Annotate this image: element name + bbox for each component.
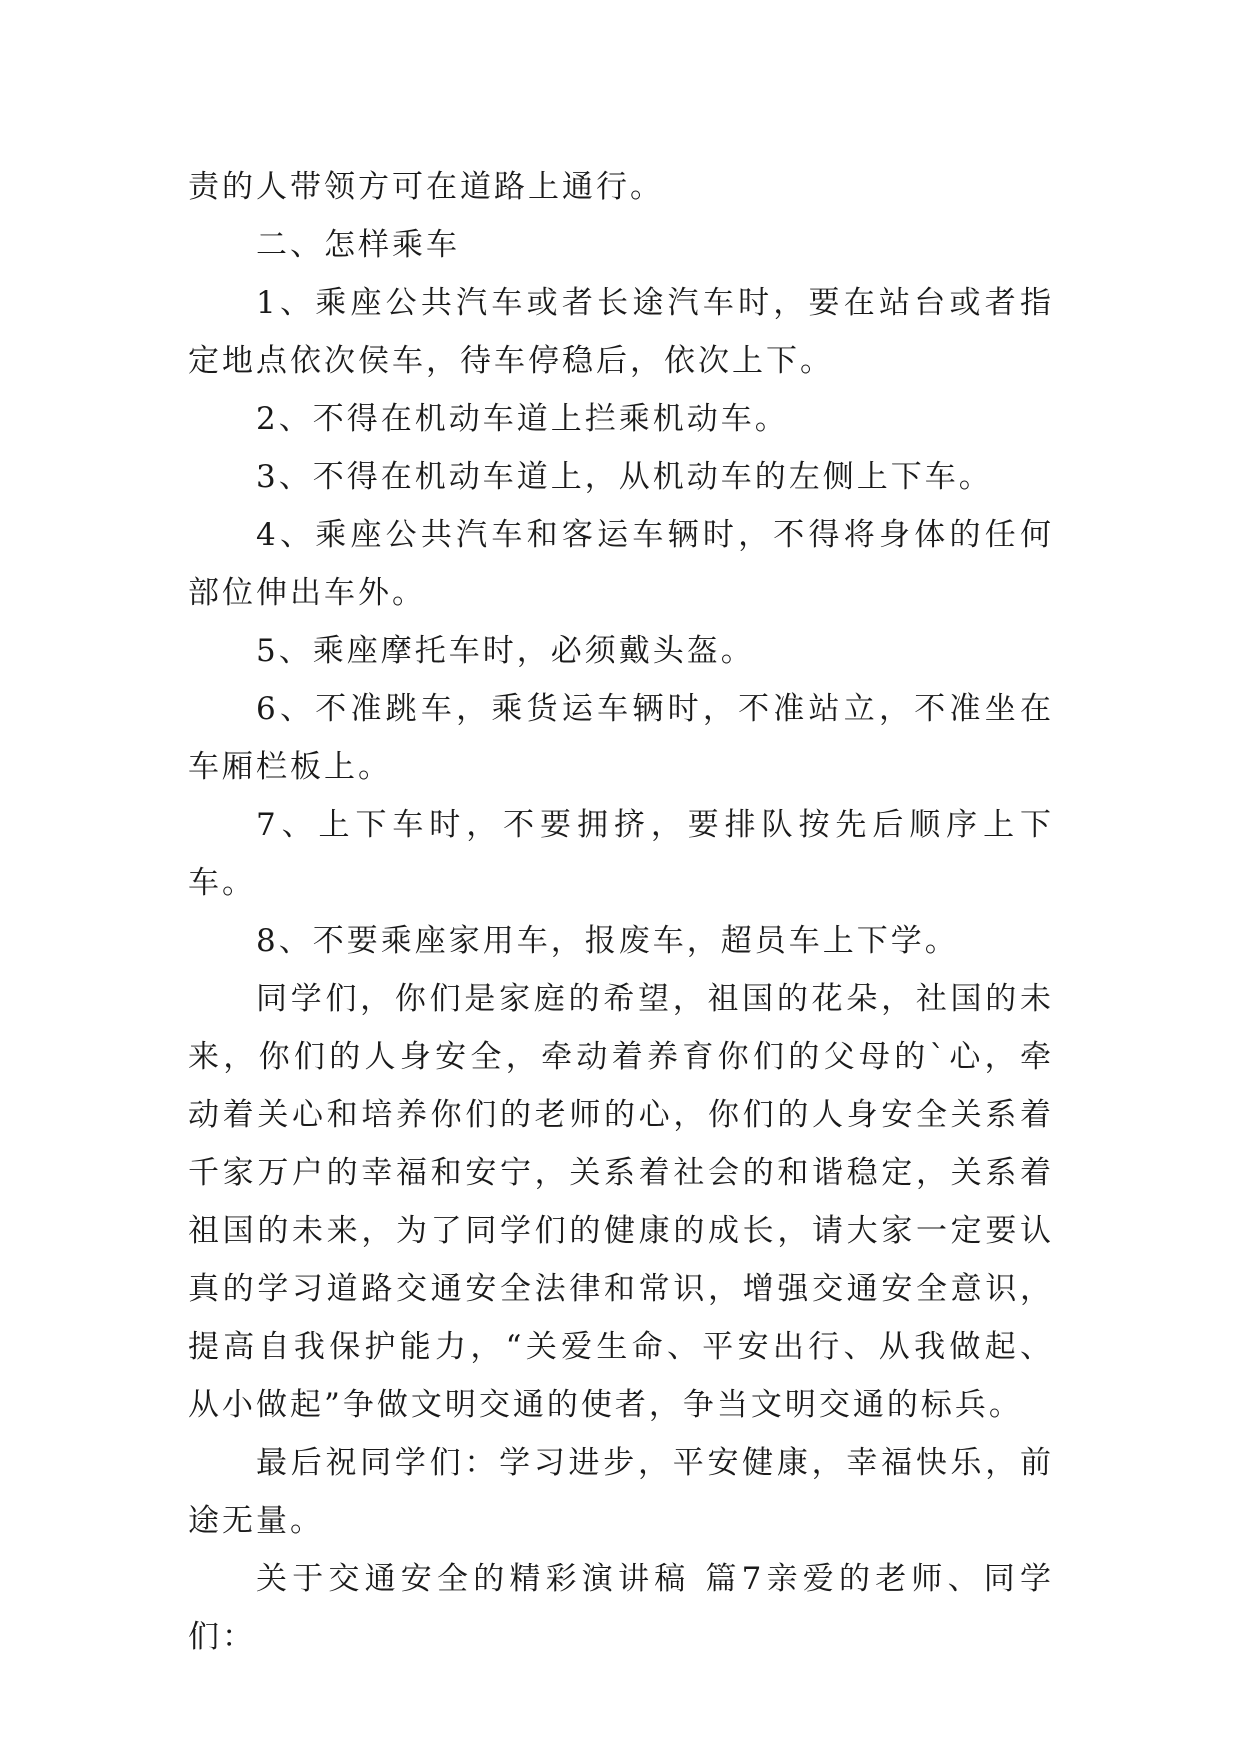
paragraph-6: 4、乘座公共汽车和客运车辆时，不得将身体的任何部位伸出车外。 <box>188 517 1054 611</box>
paragraph-1: 责的人带领方可在道路上通行。 <box>188 169 664 205</box>
paragraph-11: 同学们，你们是家庭的希望，祖国的花朵，社国的未来，你们的人身安全，牵动着养育你们的父母的`心，牵动着关心和培养你们的老师的心，你们的人身安全关系着千家万户的幸福和安宁，关系着社会的和谐稳定，关系着祖国的未来，为了同学们的健康的成长，请大家一定要认真的学习道路交通安全法律和常识，增强交通安全意识，提高自我保护能力，“关爱生命、平安出行、从我做起、从小做起”争做文明交通的使者，争当文明交通的标兵。 <box>188 981 1054 1423</box>
paragraph-10: 8、不要乘座家用车，报废车，超员车上下学。 <box>256 923 959 959</box>
paragraph-3: 1、乘座公共汽车或者长途汽车时，要在站台或者指定地点依次侯车，待车停稳后，依次上下。 <box>188 285 1054 379</box>
paragraph-8: 6、不准跳车，乘货运车辆时，不准站立，不准坐在车厢栏板上。 <box>188 691 1054 785</box>
document-body <box>188 158 1054 1666</box>
paragraph-12: 最后祝同学们：学习进步，平安健康，幸福快乐，前途无量。 <box>188 1445 1054 1539</box>
paragraph-2: 二、怎样乘车 <box>256 227 460 263</box>
paragraph-13: 关于交通安全的精彩演讲稿 篇7亲爱的老师、同学们： <box>188 1561 1054 1655</box>
paragraph-7: 5、乘座摩托车时，必须戴头盔。 <box>256 633 755 669</box>
paragraph-9: 7、上下车时，不要拥挤，要排队按先后顺序上下车。 <box>188 807 1054 901</box>
paragraph-4: 2、不得在机动车道上拦乘机动车。 <box>256 401 789 437</box>
paragraph-5: 3、不得在机动车道上，从机动车的左侧上下车。 <box>256 459 993 495</box>
